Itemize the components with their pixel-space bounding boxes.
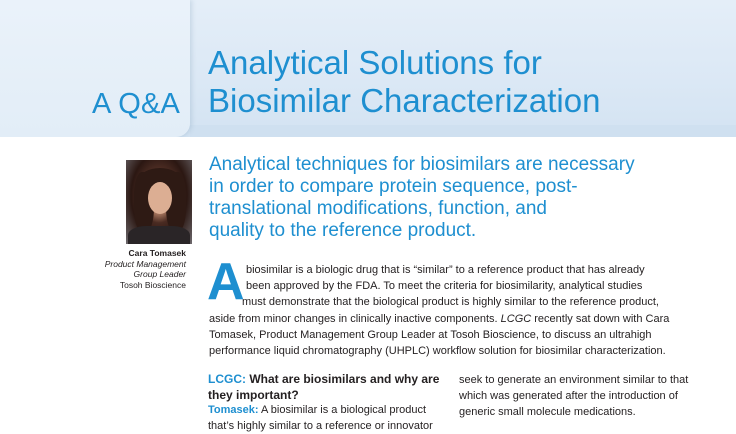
author-role-1: Product Management	[104, 258, 186, 269]
article-title	[208, 44, 600, 120]
header-band-lower	[190, 125, 736, 137]
intro-line: performance liquid chromatography (UHPLC) workflow solution for biosimilar characterization.	[209, 345, 666, 358]
answer-label: Tomasek:	[208, 404, 259, 416]
question-line-1	[208, 372, 446, 388]
intro-line: Tomasek, Product Management Group Leader at Tosoh Bioscience, to discuss an ultrahigh	[209, 328, 652, 341]
question-label: LCGC:	[208, 372, 246, 386]
standfirst-line: Analytical techniques for biosimilars are necessary	[209, 154, 635, 175]
answer-line-2: that’s highly similar to a reference or innovator	[208, 419, 433, 432]
photo-shoulders	[128, 226, 190, 244]
author-company: Tosoh Bioscience	[119, 279, 186, 290]
author-photo	[126, 160, 192, 244]
intro-paragraph	[209, 262, 694, 359]
intro-line: must demonstrate that the biological product is highly similar to the reference product,	[242, 296, 659, 309]
intro-line-4-end: recently sat down with Cara	[531, 312, 670, 325]
right-column-line: seek to generate an environment similar to that	[459, 374, 689, 386]
author-name: Cara Tomasek	[128, 248, 186, 258]
author-bio	[105, 248, 186, 290]
qa-right-column	[459, 372, 699, 421]
publication-name: LCGC	[500, 312, 532, 325]
standfirst	[209, 154, 639, 242]
right-column-line: which was generated after the introduction of	[459, 390, 678, 403]
title-line-1: Analytical Solutions for	[208, 44, 542, 81]
intro-line: been approved by the FDA. To meet the criteria for biosimilarity, analytical studies	[246, 280, 643, 293]
standfirst-line: translational modifications, function, and	[209, 198, 547, 219]
title-line-2: Biosimilar Characterization	[208, 82, 601, 119]
drop-cap: A	[207, 253, 245, 311]
intro-line	[209, 311, 694, 327]
intro-line: biosimilar is a biologic drug that is “similar” to a reference product that has already	[246, 264, 645, 276]
right-column-line: generic small molecule medications.	[459, 406, 636, 419]
qa-label: A Q&A	[92, 88, 181, 120]
photo-face	[148, 182, 172, 214]
answer-text-1: A biosimilar is a biological product	[258, 404, 427, 416]
intro-line-4-start: aside from minor changes in clinically inactive components.	[209, 312, 498, 325]
standfirst-line: in order to compare protein sequence, post-	[209, 176, 578, 197]
question-text-1: What are biosimilars and why are	[246, 372, 440, 386]
answer-line-1	[208, 403, 446, 419]
qa-left-column	[208, 372, 446, 434]
author-role-2: Group Leader	[133, 269, 186, 279]
question-line-2: they important?	[208, 387, 299, 402]
standfirst-line: quality to the reference product.	[209, 220, 477, 241]
